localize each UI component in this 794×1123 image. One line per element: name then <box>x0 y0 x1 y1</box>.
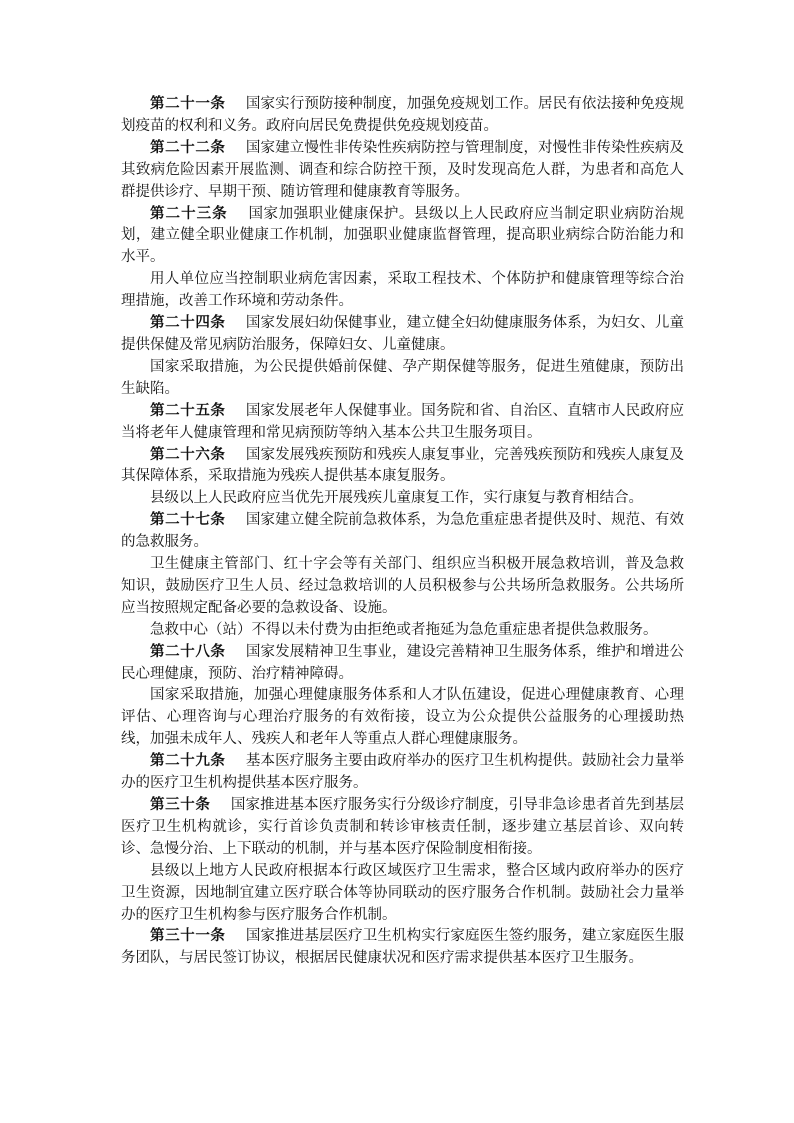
paragraph <box>121 642 684 686</box>
article-number: 第二十九条 <box>150 753 226 770</box>
paragraph <box>121 138 684 204</box>
paragraph-text: 卫生健康主管部门、红十字会等有关部门、组织应当积极开展急救培训，普及急救知识，鼓励医疗卫生人员、经过急救培训的人员积极参与公共场所急救服务。公共场所应当按照规定配备必要的急救设备、设施。 <box>121 556 684 616</box>
paragraph <box>121 751 684 795</box>
paragraph <box>121 94 684 138</box>
paragraph <box>121 204 684 270</box>
paragraph-text: 国家采取措施，加强心理健康服务体系和人才队伍建设，促进心理健康教育、心理评估、心理咨询与心理治疗服务的有效衔接，设立为公众提供公益服务的心理援助热线，加强未成年人、残疾人和老年人等重点人群心理健康服务。 <box>121 687 684 748</box>
article-number: 第二十一条 <box>150 96 226 112</box>
paragraph-text: 县级以上地方人民政府根据本行政区域医疗卫生需求，整合区域内政府举办的医疗卫生资源，因地制宜建立医疗联合体等协同联动的医疗服务合作机制。鼓励社会力量举办的医疗卫生机构参与医疗服务合作机制。 <box>121 862 684 923</box>
paragraph-text: 国家发展精神卫生事业，建设完善精神卫生服务体系，维护和增进公民心理健康，预防、治疗精神障碍。 <box>121 643 684 682</box>
paragraph <box>121 926 684 970</box>
paragraph-text: 国家推进基本医疗服务实行分级诊疗制度，引导非急诊患者首先到基层医疗卫生机构就诊，实行首诊负责制和转诊审核责任制，逐步建立基层首诊、双向转诊、急慢分治、上下联动的机制，并与基本医疗保险制度相衔接。 <box>121 797 685 857</box>
paragraph <box>121 685 684 751</box>
paragraph <box>121 357 684 401</box>
article-number: 第二十五条 <box>150 402 226 419</box>
article-number: 第二十七条 <box>150 512 226 529</box>
paragraph <box>121 401 684 445</box>
paragraph <box>121 554 684 620</box>
article-number: 第三十一条 <box>150 928 226 945</box>
paragraph-text: 国家发展妇幼保健事业，建立健全妇幼健康服务体系，为妇女、儿童提供保健及常见病防治服务，保障妇女、儿童健康。 <box>121 315 684 353</box>
paragraph <box>121 620 684 642</box>
paragraph-text: 国家建立健全院前急救体系，为急危重症患者提供及时、规范、有效的急救服务。 <box>121 512 684 551</box>
paragraph <box>121 488 684 510</box>
paragraph <box>121 861 684 927</box>
paragraph-text: 县级以上人民政府应当优先开展残疾儿童康复工作，实行康复与教育相结合。 <box>150 490 643 507</box>
paragraph-text: 基本医疗服务主要由政府举办的医疗卫生机构提供。鼓励社会力量举办的医疗卫生机构提供基本医疗服务。 <box>121 753 684 792</box>
paragraph <box>121 269 684 313</box>
document-page <box>121 94 684 970</box>
article-number: 第二十三条 <box>150 205 228 222</box>
paragraph <box>121 445 684 489</box>
paragraph-text: 国家建立慢性非传染性疾病防控与管理制度，对慢性非传染性疾病及其致病危险因素开展监测、调查和综合防控干预，及时发现高危人群，为患者和高危人群提供诊疗、早期干预、随访管理和健康教育等服务。 <box>121 139 684 200</box>
paragraph-text: 国家发展残疾预防和残疾人康复事业，完善残疾预防和残疾人康复及其保障体系，采取措施为残疾人提供基本康复服务。 <box>121 446 684 485</box>
paragraph <box>121 795 684 861</box>
paragraph-text: 国家采取措施，为公民提供婚前保健、孕产期保健等服务，促进生殖健康，预防出生缺陷。 <box>121 358 684 397</box>
article-number: 第二十四条 <box>150 315 226 332</box>
article-number: 第二十六条 <box>150 446 226 463</box>
paragraph <box>121 510 684 554</box>
paragraph-text: 国家发展老年人保健事业。国务院和省、自治区、直辖市人民政府应当将老年人健康管理和常见病预防等纳入基本公共卫生服务项目。 <box>121 402 684 441</box>
paragraph-text: 急救中心（站）不得以未付费为由拒绝或者拖延为急危重症患者提供急救服务。 <box>150 621 658 638</box>
paragraph <box>121 313 684 357</box>
paragraph-text: 国家加强职业健康保护。县级以上人民政府应当制定职业病防治规划，建立健全职业健康工作机制，加强职业健康监督管理，提高职业病综合防治能力和水平。 <box>121 205 685 266</box>
article-number: 第三十条 <box>150 797 211 813</box>
paragraph-text: 国家推进基层医疗卫生机构实行家庭医生签约服务，建立家庭医生服务团队，与居民签订协议，根据居民健康状况和医疗需求提供基本医疗卫生服务。 <box>121 928 684 967</box>
paragraph-text: 国家实行预防接种制度，加强免疫规划工作。居民有依法接种免疫规划疫苗的权利和义务。政府向居民免费提供免疫规划疫苗。 <box>121 96 684 134</box>
article-number: 第二十八条 <box>150 643 226 660</box>
article-number: 第二十二条 <box>150 139 226 156</box>
paragraph-text: 用人单位应当控制职业病危害因素，采取工程技术、个体防护和健康管理等综合治理措施，改善工作环境和劳动条件。 <box>121 271 684 310</box>
